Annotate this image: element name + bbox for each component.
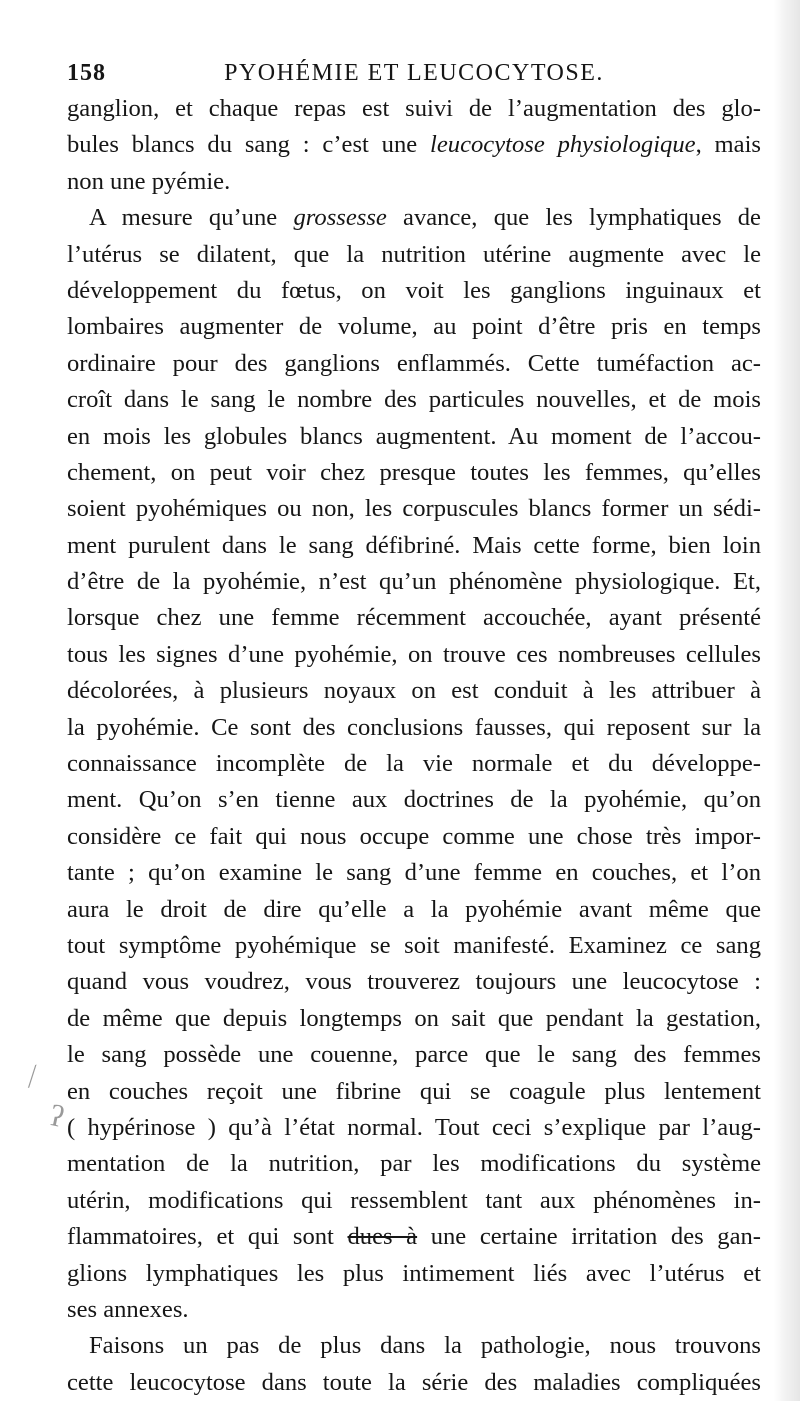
text-line [67,491,761,527]
text-line [67,419,761,455]
text-run: mentation de la nutrition, par les modifications du système [67,1150,761,1178]
text-line [67,564,761,600]
text-line [67,200,761,236]
text-run: lombaires augmenter de volume, au point d’être pris en temps [67,313,761,341]
text-line [67,819,761,855]
text-line [67,127,761,163]
emphasized-term: leucocytose physiologique [430,131,696,159]
text-run: flammatoires, et qui sont [67,1223,348,1251]
text-run: ( hypérinose ) qu’à l’état normal. Tout ceci s’explique par l’aug- [67,1113,761,1141]
text-line [67,1219,761,1255]
text-run: croît dans le sang le nombre des particules nouvelles, et de mois [67,386,761,414]
text-run: quand vous voudrez, vous trouverez toujours une leucocytose : [67,968,761,996]
text-run: une certaine irritation des gan- [417,1223,761,1251]
text-run: cette leucocytose dans toute la série des maladies compliquées [67,1368,761,1396]
text-line [67,455,761,491]
text-line [67,309,761,345]
text-run: tante ; qu’on examine le sang d’une femme en couches, et l’on [67,859,761,887]
text-run: Faisons un pas de plus dans la pathologie, nous trouvons [89,1332,761,1360]
text-line [67,673,761,709]
text-run: glions lymphatiques les plus intimement liés avec l’utérus et [67,1259,761,1287]
text-run: aura le droit de dire qu’elle a la pyohémie avant même que [67,895,761,923]
text-line [67,1256,761,1292]
text-run: soient pyohémiques ou non, les corpuscules blancs former un sédi- [67,495,761,523]
text-line [67,164,761,200]
text-run: chement, on peut voir chez presque toutes les femmes, qu’elles [67,458,761,486]
text-line [67,382,761,418]
struck-text: dues à [347,1223,418,1251]
text-run: tous les signes d’une pyohémie, on trouve ces nombreuses cellules [67,640,761,668]
text-run: d’être de la pyohémie, n’est qu’un phénomène physiologique. Et, [67,568,761,596]
text-line [67,710,761,746]
text-run: A mesure qu’une [89,204,294,232]
running-title: PYOHÉMIE ET LEUCOCYTOSE. [224,60,604,86]
body-text [67,91,761,1401]
text-line [67,1328,761,1364]
text-run: ment. Qu’on s’en tienne aux doctrines de la pyohémie, qu’on [67,786,761,814]
text-run: bules blancs du sang : c’est une [67,131,431,159]
text-run: de même que depuis longtemps on sait que pendant la gestation, [67,1004,761,1032]
text-run: en couches reçoit une fibrine qui se coagule plus lentement [67,1077,761,1105]
text-line [67,91,761,127]
text-run: le sang possède une couenne, parce que le sang des femmes [67,1041,761,1069]
text-line [67,1365,761,1401]
text-run: en mois les globules blancs augmentent. Au moment de l’accou- [67,422,761,450]
text-line [67,746,761,782]
text-run: ses annexes. [67,1295,189,1323]
text-line [67,637,761,673]
emphasized-term: grossesse [293,204,387,232]
page-number: 158 [67,60,106,86]
text-line [67,1074,761,1110]
text-line [67,1146,761,1182]
text-run: non une pyémie. [67,167,231,195]
text-line [67,928,761,964]
text-line [67,964,761,1000]
text-line [67,600,761,636]
text-run: utérin, modifications qui ressemblent tant aux phénomènes in- [67,1186,761,1214]
text-line [67,273,761,309]
text-line [67,1292,761,1328]
text-line [67,892,761,928]
text-line [67,1183,761,1219]
margin-annotation-mark: ⁄ ʔ [24,1060,67,1135]
text-run: connaissance incomplète de la vie normale et du développe- [67,750,761,778]
text-line [67,528,761,564]
text-line [67,1037,761,1073]
running-head [67,56,761,90]
text-run: ment purulent dans le sang défibriné. Mais cette forme, bien loin [67,531,761,559]
text-line [67,1001,761,1037]
text-run: ganglion, et chaque repas est suivi de l’augmentation des glo- [67,95,761,122]
text-run: tout symptôme pyohémique se soit manifesté. Examinez ce sang [67,931,761,959]
text-run: développement du fœtus, on voit les ganglions inguinaux et [67,276,761,304]
text-run: lorsque chez une femme récemment accouchée, ayant présenté [67,604,761,632]
text-run: décolorées, à plusieurs noyaux on est conduit à les attribuer à [67,677,761,705]
text-line [67,855,761,891]
text-run: ordinaire pour des ganglions enflammés. Cette tuméfaction ac- [67,349,761,377]
text-line [67,782,761,818]
text-run: l’utérus se dilatent, que la nutrition utérine augmente avec le [67,240,761,268]
text-line [67,1110,761,1146]
page-edge-shadow [774,0,800,1401]
text-run: la pyohémie. Ce sont des conclusions fausses, qui reposent sur la [67,713,761,741]
text-line [67,237,761,273]
text-run: avance, que les lymphatiques de [386,204,761,232]
text-line [67,346,761,382]
text-run: considère ce fait qui nous occupe comme une chose très impor- [67,822,761,850]
text-run: , mais [695,131,761,159]
